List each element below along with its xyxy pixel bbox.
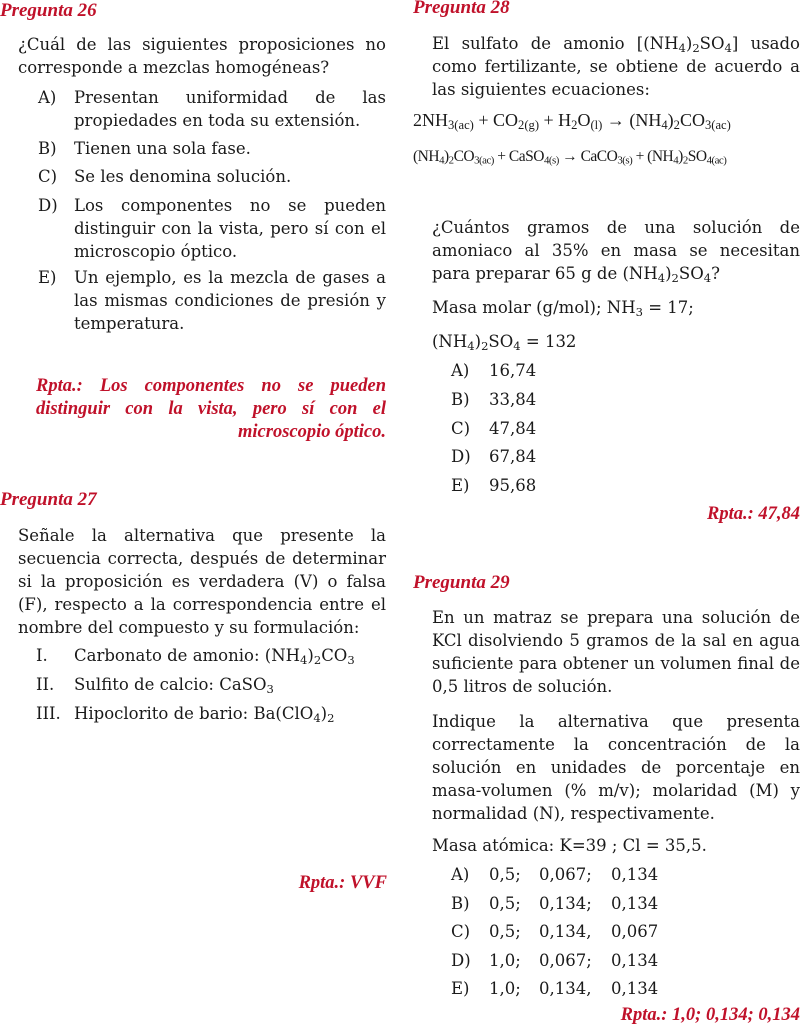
item-name: Carbonato de amonio: — [74, 646, 260, 665]
item-label: III. — [36, 704, 61, 723]
item-name: Hipoclorito de bario: — [74, 704, 249, 723]
option-value-2: 0,134, — [539, 922, 592, 941]
option-label: A) — [451, 865, 470, 884]
option-value-3: 0,067 — [611, 922, 659, 941]
option-value-2: 0,134, — [539, 979, 592, 998]
question-29-stem: En un matraz se prepara una solución de KCl disolviendo 5 gramos de la sal en agua suficiente para obtener un volumen final de 0,5 litros de solución. — [432, 608, 800, 696]
option-label: C) — [38, 167, 58, 186]
option-text: Los componentes no se pueden distinguir con la vista, pero sí con el microscopio óptico. — [74, 196, 386, 261]
option-value-1: 1,0; — [489, 979, 521, 998]
molar-mass-line-2: $(NH_4)_2SO_4 = 132$ — [432, 332, 577, 353]
option-label: A) — [451, 361, 470, 380]
question-29-question: Indique la alternativa que presenta correctamente la concentración de la solución en unidades de porcentaje en masa-volumen (% m/v); molaridad (M) y normalidad (N), respectivamente. — [432, 712, 800, 823]
option-label: D) — [451, 951, 471, 970]
question-29-answer: Rpta.: 1,0; 0,134; 0,134 — [620, 1005, 800, 1025]
equation-2: $(NH_4)_2CO_{3(ac)}$ + CaSO$_{4(s)}$ → CaCO$_{3(s)}$ + $(NH_4)_2SO_{4(ac)}$ — [413, 148, 727, 167]
item-name: Sulfito de calcio: — [74, 675, 214, 694]
question-27-title: Pregunta 27 — [0, 489, 97, 510]
question-28-answer: Rpta.: 47,84 — [706, 504, 800, 524]
chemical-formula: $(NH_4)_2CO_3$ — [264, 646, 355, 667]
option-text: Un ejemplo, es la mezcla de gases a las mismas condiciones de presión y temperatura. — [74, 268, 386, 333]
option-text: Tienen una sola fase. — [74, 139, 251, 158]
question-28-question: ¿Cuántos gramos de una solución de amoniaco al 35% en masa se necesitan para preparar 65 g de $(NH_4)_2SO_4$? — [432, 218, 800, 285]
question-28-title: Pregunta 28 — [413, 0, 510, 18]
option-value-2: 0,067; — [539, 951, 592, 970]
chemical-formula: $Ba(ClO_4)_2$ — [253, 704, 335, 725]
question-26-title: Pregunta 26 — [0, 0, 97, 21]
option-value-1: 0,5; — [489, 922, 521, 941]
option-value-1: 0,5; — [489, 865, 521, 884]
q26-option-a — [38, 86, 386, 132]
chemical-formula: CaSO$_3$ — [219, 675, 274, 696]
option-label: D) — [38, 196, 58, 215]
atomic-mass-note: Masa atómica: K=39 ; Cl = 35,5. — [432, 836, 707, 855]
option-value-3: 0,134 — [611, 979, 659, 998]
question-27-answer: Rpta.: VVF — [298, 873, 387, 893]
option-value-2: 0,134; — [539, 894, 592, 913]
option-value-3: 0,134 — [611, 894, 659, 913]
option-value: 67,84 — [489, 447, 537, 466]
option-value: 33,84 — [489, 390, 537, 409]
option-label: E) — [451, 476, 470, 495]
option-value-1: 1,0; — [489, 951, 521, 970]
question-29-title: Pregunta 29 — [413, 572, 510, 593]
option-label: E) — [451, 979, 470, 998]
option-label: D) — [451, 447, 471, 466]
option-label: A) — [38, 88, 57, 107]
option-value-1: 0,5; — [489, 894, 521, 913]
option-label: C) — [451, 922, 471, 941]
item-label: I. — [36, 646, 48, 665]
option-label: C) — [451, 419, 471, 438]
question-28-stem: El sulfato de amonio $[(NH_4)_2SO_4]$ usado como fertilizante, se obtiene de acuerdo a las siguientes ecuaciones: — [432, 34, 800, 99]
option-text: Se les denomina solución. — [74, 167, 292, 186]
option-label: B) — [451, 894, 470, 913]
option-label: B) — [451, 390, 470, 409]
option-value-3: 0,134 — [611, 951, 659, 970]
option-value: 16,74 — [489, 361, 537, 380]
option-value-2: 0,067; — [539, 865, 592, 884]
option-value: 95,68 — [489, 476, 537, 495]
option-text: Presentan uniformidad de las propiedades en toda su extensión. — [74, 88, 386, 130]
molar-mass-line-1: Masa molar (g/mol); $NH_3 = 17$; — [432, 298, 694, 319]
item-label: II. — [36, 675, 55, 694]
option-label: E) — [38, 268, 57, 287]
question-27-stem: Señale la alternativa que presente la secuencia correcta, después de determinar si la proposición es verdadera (V) o falsa (F), respecto a la correspondencia entre el nombre del compuesto y su formulación: — [18, 526, 386, 637]
option-value: 47,84 — [489, 419, 537, 438]
question-26-stem: ¿Cuál de las siguientes proposiciones no corresponde a mezclas homogéneas? — [18, 35, 386, 77]
option-value-3: 0,134 — [611, 865, 659, 884]
equation-1: $2NH_{3(ac)} + CO_{2(g)} + H_2O_{(l)} \to (NH_4)_2CO_{3(ac)}$ — [413, 110, 731, 133]
option-label: B) — [38, 139, 57, 158]
question-26-answer: Rpta.: Los componentes no se pueden distinguir con la vista, pero sí con el microscopio óptico. — [36, 376, 386, 442]
